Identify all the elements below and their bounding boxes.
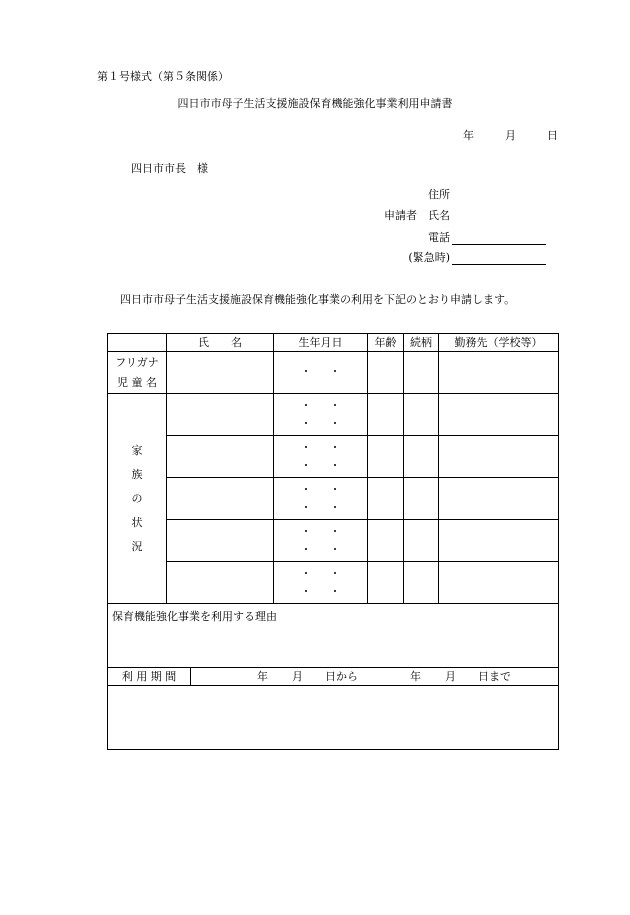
family-workplace-cell[interactable] <box>439 478 559 520</box>
family-birthdate-cell[interactable] <box>274 478 368 520</box>
date-month-label: 月 <box>505 129 516 142</box>
family-row <box>108 436 559 478</box>
period-detail-row <box>108 686 559 750</box>
family-birthdate-cell[interactable] <box>274 562 368 604</box>
family-birthdate-cell[interactable] <box>274 394 368 436</box>
family-row <box>108 394 559 436</box>
header-age: 年齢 <box>368 334 404 352</box>
family-workplace-cell[interactable] <box>439 436 559 478</box>
header-name: 氏 名 <box>167 334 274 352</box>
addressee: 四日市市長 様 <box>131 162 208 175</box>
family-row <box>108 478 559 520</box>
period-to-month: 月 <box>445 669 456 683</box>
child-age-cell[interactable] <box>368 352 404 394</box>
family-char: 家 <box>131 443 143 457</box>
family-relation-cell[interactable] <box>404 562 439 604</box>
birthdate-dots: ・・ <box>300 458 359 472</box>
period-value-cell[interactable] <box>191 668 559 686</box>
period-label: 利 用 期 間 <box>108 668 191 686</box>
period-row <box>108 668 559 686</box>
family-workplace-cell[interactable] <box>439 394 559 436</box>
family-row <box>108 520 559 562</box>
emergency-phone-field[interactable] <box>452 264 546 265</box>
birthdate-dots: ・・ <box>300 566 359 580</box>
family-char: 況 <box>131 539 143 553</box>
family-age-cell[interactable] <box>368 478 404 520</box>
phone-field[interactable] <box>452 244 546 245</box>
family-age-cell[interactable] <box>368 562 404 604</box>
family-workplace-cell[interactable] <box>439 562 559 604</box>
child-name-cell[interactable] <box>167 352 274 394</box>
header-empty-cell <box>108 334 167 352</box>
birthdate-dots: ・・ <box>300 500 359 514</box>
family-label <box>108 394 167 604</box>
phone-label: 電話 <box>428 231 450 244</box>
birthdate-dots: ・・ <box>300 584 359 598</box>
child-label <box>108 352 167 394</box>
applicant-block <box>300 187 550 267</box>
address-label: 住所 <box>428 188 450 201</box>
reason-cell[interactable] <box>108 604 559 668</box>
date-year-label: 年 <box>463 129 474 142</box>
family-row <box>108 562 559 604</box>
family-relation-cell[interactable] <box>404 394 439 436</box>
form-number: 第１号様式（第５条関係） <box>97 70 229 83</box>
child-name-label: 児 童 名 <box>117 375 157 389</box>
child-workplace-cell[interactable] <box>439 352 559 394</box>
family-name-cell[interactable] <box>167 562 274 604</box>
child-row <box>108 352 559 394</box>
family-age-cell[interactable] <box>368 394 404 436</box>
family-age-cell[interactable] <box>368 520 404 562</box>
header-birthdate: 生年月日 <box>274 334 368 352</box>
birthdate-dots: ・・ <box>300 440 359 454</box>
date-day-label: 日 <box>547 129 558 142</box>
family-age-cell[interactable] <box>368 436 404 478</box>
reason-row <box>108 604 559 668</box>
header-relation: 続柄 <box>404 334 439 352</box>
birthdate-dots: ・・ <box>300 364 359 378</box>
family-name-cell[interactable] <box>167 478 274 520</box>
family-relation-cell[interactable] <box>404 478 439 520</box>
family-name-cell[interactable] <box>167 436 274 478</box>
child-birthdate-cell[interactable] <box>274 352 368 394</box>
family-name-cell[interactable] <box>167 520 274 562</box>
period-from-day: 日から <box>325 669 358 683</box>
birthdate-dots: ・・ <box>300 416 359 430</box>
family-char: 族 <box>131 467 143 481</box>
period-from-year: 年 <box>257 669 268 683</box>
family-birthdate-cell[interactable] <box>274 436 368 478</box>
family-workplace-cell[interactable] <box>439 520 559 562</box>
applicant-name-label: 申請者 氏名 <box>384 209 450 222</box>
form-title: 四日市市母子生活支援施設保育機能強化事業利用申請書 <box>177 97 453 110</box>
family-relation-cell[interactable] <box>404 520 439 562</box>
furigana-label: フリガナ <box>115 355 159 369</box>
birthdate-dots: ・・ <box>300 398 359 412</box>
emergency-label: (緊急時) <box>408 251 450 264</box>
application-table <box>107 333 559 750</box>
header-row <box>108 334 559 352</box>
child-relation-cell[interactable] <box>404 352 439 394</box>
birthdate-dots: ・・ <box>300 482 359 496</box>
period-to-day: 日まで <box>478 669 511 683</box>
family-char: の <box>131 491 143 505</box>
period-from-month: 月 <box>292 669 303 683</box>
reason-label: 保育機能強化事業を利用する理由 <box>112 610 277 623</box>
birthdate-dots: ・・ <box>300 524 359 538</box>
period-to-year: 年 <box>410 669 421 683</box>
family-relation-cell[interactable] <box>404 436 439 478</box>
family-char: 状 <box>131 515 143 529</box>
period-detail-cell[interactable] <box>108 686 559 750</box>
request-text: 四日市市母子生活支援施設保育機能強化事業の利用を下記のとおり申請します。 <box>120 293 516 306</box>
header-workplace: 勤務先（学校等） <box>439 334 559 352</box>
family-birthdate-cell[interactable] <box>274 520 368 562</box>
birthdate-dots: ・・ <box>300 542 359 556</box>
date-line <box>463 129 558 143</box>
family-name-cell[interactable] <box>167 394 274 436</box>
